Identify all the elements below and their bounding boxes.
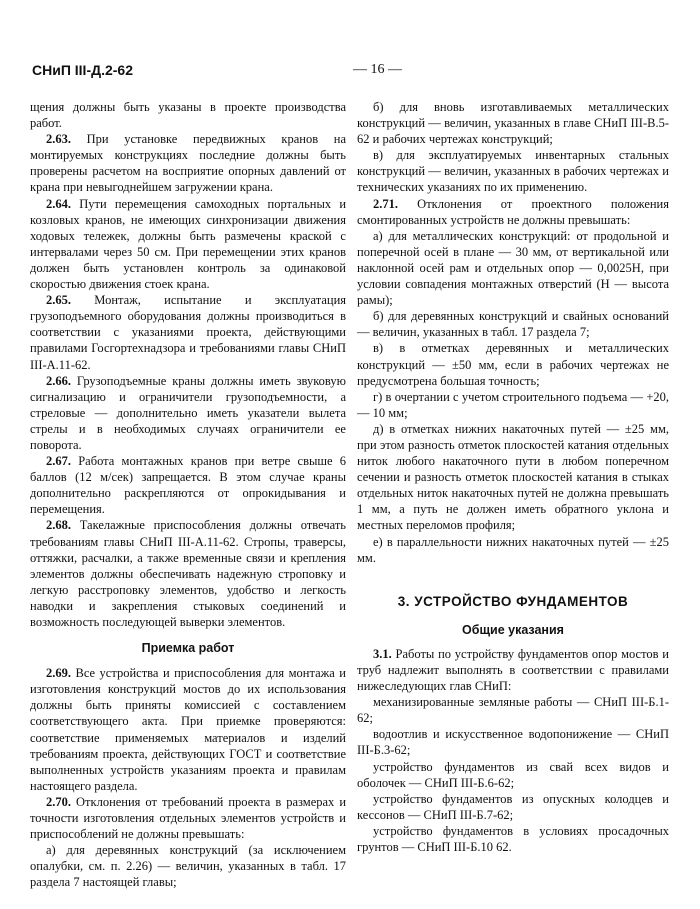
paragraph-2-68: 2.68. Такелажные приспособления должны отвечать требованиям главы СНиП III-А.11-62. Стропы, траверсы, оттяжки, расчалки, а также временные связи и крепления элементов должны обеспечивать надежную строповку и легкую расстроповку элементов, удобство и легкость наводки и закрепления стыковых соединений и возможность последующей выверки элементов.: [30, 518, 346, 629]
paragraph-2-65: 2.65. Монтаж, испытание и эксплуатация грузоподъемного оборудования должны производиться в соответствии с указаниями проекта, действующими правилами Госгортехнадзора и требованиями главы СНиП III-А.11-62.: [30, 293, 347, 372]
list-item: г) в очертании с учетом строительного подъема — +20, — 10 мм;: [357, 389, 669, 420]
list-item: д) в отметках нижних накаточных путей — ±25 мм, при этом разность отметок плоскостей катания отдельных ниток любого накаточного пути в любом поперечном сечении и разность отметок плоскостей катания в стыках отдельных ниток накаточных путей не должна превышать 1 мм, а путь не должен иметь обратного уклона и местных переломов профиля;: [357, 421, 669, 533]
page-header: [28, 62, 668, 82]
section-heading: Общие указания: [462, 622, 564, 637]
list-item: устройство фундаментов из опускных колодцев и кессонов — СНиП III-Б.7-62;: [357, 791, 669, 822]
list-item: устройство фундаментов из свай всех видов и оболочек — СНиП III-Б.6-62;: [357, 759, 669, 790]
list-item: б) для вновь изготавливаемых металлических конструкций — величин, указанных в главе СНиП III-В.5-62 и рабочих чертежах конструкций;: [357, 100, 669, 147]
list-item: а) для деревянных конструкций (за исключением опалубки, см. п. 2.26) — величин, указанных в табл. 17 раздела 7 настоящей главы;: [30, 843, 346, 890]
list-item: б) для деревянных конструкций и свайных оснований — величин, указанных в табл. 17 раздела 7;: [357, 309, 669, 340]
list-item: в) для эксплуатируемых инвентарных стальных конструкций — величин, указанных в рабочих чертежах и технических указаниях по их применению.: [357, 148, 669, 195]
paragraph-3-1: 3.1. Работы по устройству фундаментов опор мостов и труб надлежит выполнять в соответствии с правилами нижеследующих глав СНиП:: [357, 646, 669, 694]
list-item: механизированные земляные работы — СНиП III-Б.1-62;: [357, 695, 669, 726]
paragraph-2-67: 2.67. Работа монтажных кранов при ветре свыше 6 баллов (12 м/сек) запрещается. В этом случае краны дополнительно раскрепляются от опрокидывания и перемещения.: [30, 454, 347, 517]
list-item: водоотлив и искусственное водопонижение — СНиП III-Б.3-62;: [357, 727, 669, 758]
chapter-heading: 3. УСТРОЙСТВО ФУНДАМЕНТОВ: [397, 593, 629, 609]
paragraph: щения должны быть указаны в проекте производства работ.: [30, 100, 346, 131]
section-heading: Приемка работ: [141, 641, 235, 656]
document-code: СНиП III-Д.2-62: [32, 62, 133, 78]
right-column: [357, 99, 669, 855]
list-item: е) в параллельности нижних накаточных путей — ±25 мм.: [357, 534, 669, 565]
paragraph-2-71: 2.71. Отклонения от проектного положения смонтированных устройств не должны превышать:: [357, 196, 669, 227]
paragraph-2-66: 2.66. Грузоподъемные краны должны иметь звуковую сигнализацию и ограничители грузоподъемности, а стреловые — дополнительно иметь указатели вылета стрелы и в необходимых случаях ограничители ее поворота.: [30, 373, 346, 452]
paragraph-2-70: 2.70. Отклонения от требований проекта в размерах и точности изготовления отдельных элементов устройств и приспособлений не должны превышать:: [30, 794, 347, 842]
page-number: — 16 —: [353, 62, 402, 77]
left-column: [30, 99, 346, 891]
list-item: устройство фундаментов в условиях просадочных грунтов — СНиП III-Б.10 62.: [357, 823, 669, 855]
paragraph-2-63: 2.63. При установке передвижных кранов на монтируемых конструкциях последние должны быть проверены расчетом на восприятие опорных давлений от крана при невыгоднейшем загружении крана.: [30, 132, 347, 195]
paragraph-2-69: 2.69. Все устройства и приспособления для монтажа и изготовления конструкций мостов до их использования должны быть приняты комиссией с составлением соответствующего акта. При приемке проверяются: соответствие применяемых материалов и изделий требованиям проекта, действующих ГОСТ и соответствие выполненных устройств указаниям проекта и правилам настоящего раздела.: [30, 666, 346, 793]
list-item: а) для металлических конструкций: от продольной и поперечной осей в плане — 30 мм, от вертикальной или наклонной осей рам и отдельных опор — 0,0025H, при условии совпадения монтажных отверстий (H — высота рамы);: [357, 228, 669, 308]
list-item: в) в отметках деревянных и металлических конструкций — ±50 мм, если в рабочих чертежах не предусмотрена большая точность;: [357, 341, 669, 388]
paragraph-2-64: 2.64. Пути перемещения самоходных портальных и козловых кранов, не имеющих синхронизации движения ходовых тележек, должны быть размечены краской с интервалами через 50 см. При перемещении этих кранов должен быть установлен контроль за одинаковой скоростью движения стоек крана.: [30, 196, 347, 292]
